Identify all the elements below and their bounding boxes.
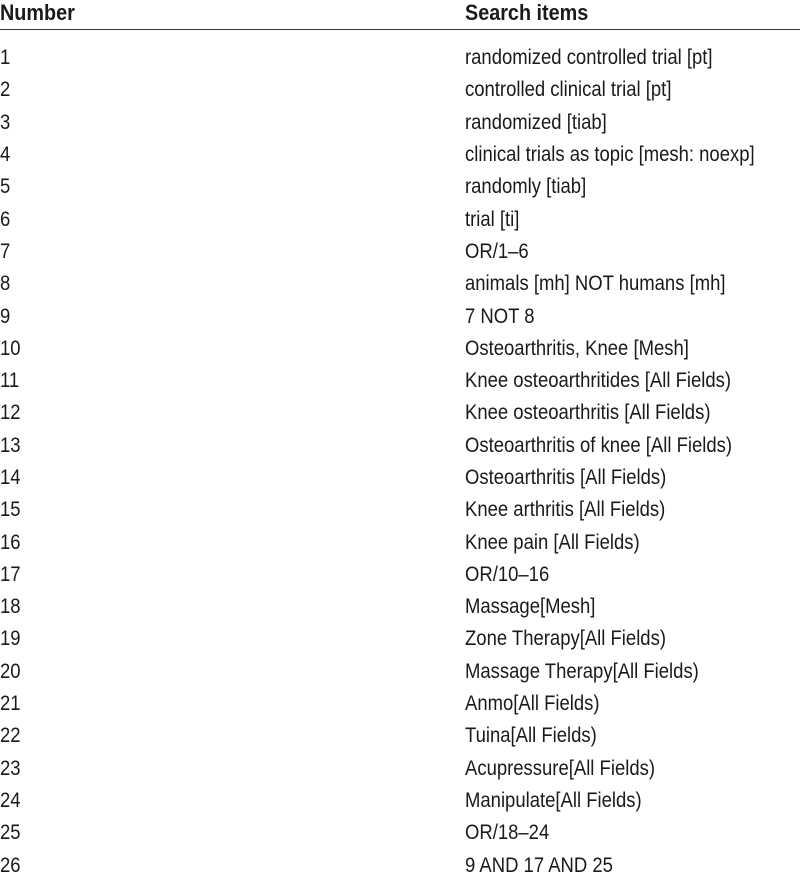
table-row xyxy=(0,720,800,752)
row-number: 9 xyxy=(0,304,11,328)
row-number: 15 xyxy=(0,498,21,522)
row-item-cell xyxy=(465,110,800,136)
row-item-cell xyxy=(465,368,800,394)
row-number-cell xyxy=(0,110,465,136)
row-item-cell xyxy=(465,142,800,168)
row-number-cell xyxy=(0,626,465,652)
row-search-item: Osteoarthritis of knee [All Fields) xyxy=(465,433,733,457)
row-item-cell xyxy=(465,77,800,103)
row-item-cell xyxy=(465,271,800,297)
row-search-item: Knee osteoarthritides [All Fields) xyxy=(465,369,732,393)
row-search-item: Knee arthritis [All Fields) xyxy=(465,498,666,522)
row-number: 1 xyxy=(0,46,11,70)
row-number-cell xyxy=(0,77,465,103)
row-item-cell xyxy=(465,239,800,265)
row-search-item: animals [mh] NOT humans [mh] xyxy=(465,272,726,296)
header-items-label: Search items xyxy=(465,0,589,25)
row-item-cell xyxy=(465,497,800,523)
table-row xyxy=(0,107,800,139)
row-search-item: Knee pain [All Fields) xyxy=(465,530,640,554)
row-item-cell xyxy=(465,853,800,879)
row-number: 22 xyxy=(0,724,21,748)
row-search-item: Massage Therapy[All Fields) xyxy=(465,659,699,683)
header-items-cell xyxy=(465,0,800,26)
row-number-cell xyxy=(0,465,465,491)
row-search-item: Osteoarthritis [All Fields) xyxy=(465,466,667,489)
row-number: 20 xyxy=(0,659,21,683)
row-number-cell xyxy=(0,788,465,814)
row-search-item: 7 NOT 8 xyxy=(465,304,535,328)
row-number: 19 xyxy=(0,627,21,651)
row-number-cell xyxy=(0,207,465,233)
row-number-cell xyxy=(0,368,465,394)
row-search-item: Knee osteoarthritis [All Fields) xyxy=(465,401,711,425)
table-row xyxy=(0,74,800,106)
row-number-cell xyxy=(0,45,465,71)
row-item-cell xyxy=(465,691,800,717)
header-number-label: Number xyxy=(0,0,75,25)
table-row xyxy=(0,849,800,881)
table-row xyxy=(0,42,800,74)
row-number: 17 xyxy=(0,562,21,586)
table-row xyxy=(0,171,800,203)
table-row xyxy=(0,656,800,688)
row-number: 3 xyxy=(0,110,11,134)
row-number-cell xyxy=(0,853,465,879)
table-row xyxy=(0,430,800,462)
table-body xyxy=(0,30,800,882)
row-number: 26 xyxy=(0,853,21,877)
row-item-cell xyxy=(465,336,800,362)
row-number: 11 xyxy=(0,369,20,393)
row-number: 8 xyxy=(0,272,11,296)
row-number-cell xyxy=(0,497,465,523)
row-item-cell xyxy=(465,174,800,200)
row-number-cell xyxy=(0,304,465,330)
row-item-cell xyxy=(465,659,800,685)
row-number: 13 xyxy=(0,433,21,457)
row-number-cell xyxy=(0,271,465,297)
table-row xyxy=(0,333,800,365)
row-number: 16 xyxy=(0,530,21,554)
row-search-item: OR/10–16 xyxy=(465,562,550,586)
table-row xyxy=(0,139,800,171)
table-header-row xyxy=(0,0,800,30)
row-item-cell xyxy=(465,400,800,426)
table-row xyxy=(0,365,800,397)
row-number: 24 xyxy=(0,788,21,812)
row-item-cell xyxy=(465,788,800,814)
table-row xyxy=(0,591,800,623)
row-item-cell xyxy=(465,594,800,620)
row-number-cell xyxy=(0,142,465,168)
table-row xyxy=(0,397,800,429)
table-row xyxy=(0,688,800,720)
row-number-cell xyxy=(0,594,465,620)
row-number: 6 xyxy=(0,207,11,231)
row-number-cell xyxy=(0,174,465,200)
row-number: 12 xyxy=(0,401,21,425)
table-row xyxy=(0,526,800,558)
table-row xyxy=(0,236,800,268)
row-number: 14 xyxy=(0,466,21,489)
table-row xyxy=(0,753,800,785)
table-row xyxy=(0,559,800,591)
row-number-cell xyxy=(0,723,465,749)
table-row xyxy=(0,817,800,849)
row-search-item: Acupressure[All Fields) xyxy=(465,756,655,780)
row-item-cell xyxy=(465,562,800,588)
row-number-cell xyxy=(0,691,465,717)
row-number-cell xyxy=(0,239,465,265)
table-row xyxy=(0,462,800,494)
row-number-cell xyxy=(0,336,465,362)
row-item-cell xyxy=(465,45,800,71)
row-number: 25 xyxy=(0,821,21,845)
row-item-cell xyxy=(465,626,800,652)
table-row xyxy=(0,203,800,235)
table-row xyxy=(0,623,800,655)
row-number: 7 xyxy=(0,239,11,263)
row-item-cell xyxy=(465,530,800,556)
table-row xyxy=(0,300,800,332)
row-search-item: randomized [tiab] xyxy=(465,110,607,134)
row-number-cell xyxy=(0,820,465,846)
row-item-cell xyxy=(465,207,800,233)
row-search-item: Manipulate[All Fields) xyxy=(465,788,642,812)
row-search-item: Massage[Mesh] xyxy=(465,595,596,619)
row-item-cell xyxy=(465,465,800,491)
row-search-item: Anmo[All Fields) xyxy=(465,692,600,716)
row-number: 18 xyxy=(0,595,21,619)
row-number-cell xyxy=(0,562,465,588)
row-number: 23 xyxy=(0,756,21,780)
row-search-item: randomized controlled trial [pt] xyxy=(465,46,713,70)
row-search-item: OR/1–6 xyxy=(465,239,529,263)
table-row xyxy=(0,785,800,817)
row-number-cell xyxy=(0,659,465,685)
row-search-item: trial [ti] xyxy=(465,207,520,231)
row-search-item: Tuina[All Fields) xyxy=(465,724,597,748)
row-search-item: randomly [tiab] xyxy=(465,175,587,199)
row-search-item: controlled clinical trial [pt] xyxy=(465,78,672,102)
row-item-cell xyxy=(465,433,800,459)
row-item-cell xyxy=(465,304,800,330)
row-search-item: 9 AND 17 AND 25 xyxy=(465,853,613,877)
table-row xyxy=(0,268,800,300)
row-number-cell xyxy=(0,530,465,556)
row-search-item: clinical trials as topic [mesh: noexp] xyxy=(465,143,755,167)
row-number: 4 xyxy=(0,143,11,167)
row-search-item: Osteoarthritis, Knee [Mesh] xyxy=(465,336,689,360)
row-item-cell xyxy=(465,820,800,846)
row-search-item: OR/18–24 xyxy=(465,821,550,845)
row-number: 10 xyxy=(0,336,21,360)
row-number-cell xyxy=(0,756,465,782)
row-item-cell xyxy=(465,756,800,782)
header-number-cell xyxy=(0,0,465,26)
row-number: 5 xyxy=(0,175,11,199)
row-number: 2 xyxy=(0,78,11,102)
row-item-cell xyxy=(465,723,800,749)
row-search-item: Zone Therapy[All Fields) xyxy=(465,627,666,651)
row-number-cell xyxy=(0,400,465,426)
row-number-cell xyxy=(0,433,465,459)
table-row xyxy=(0,494,800,526)
row-number: 21 xyxy=(0,692,21,716)
